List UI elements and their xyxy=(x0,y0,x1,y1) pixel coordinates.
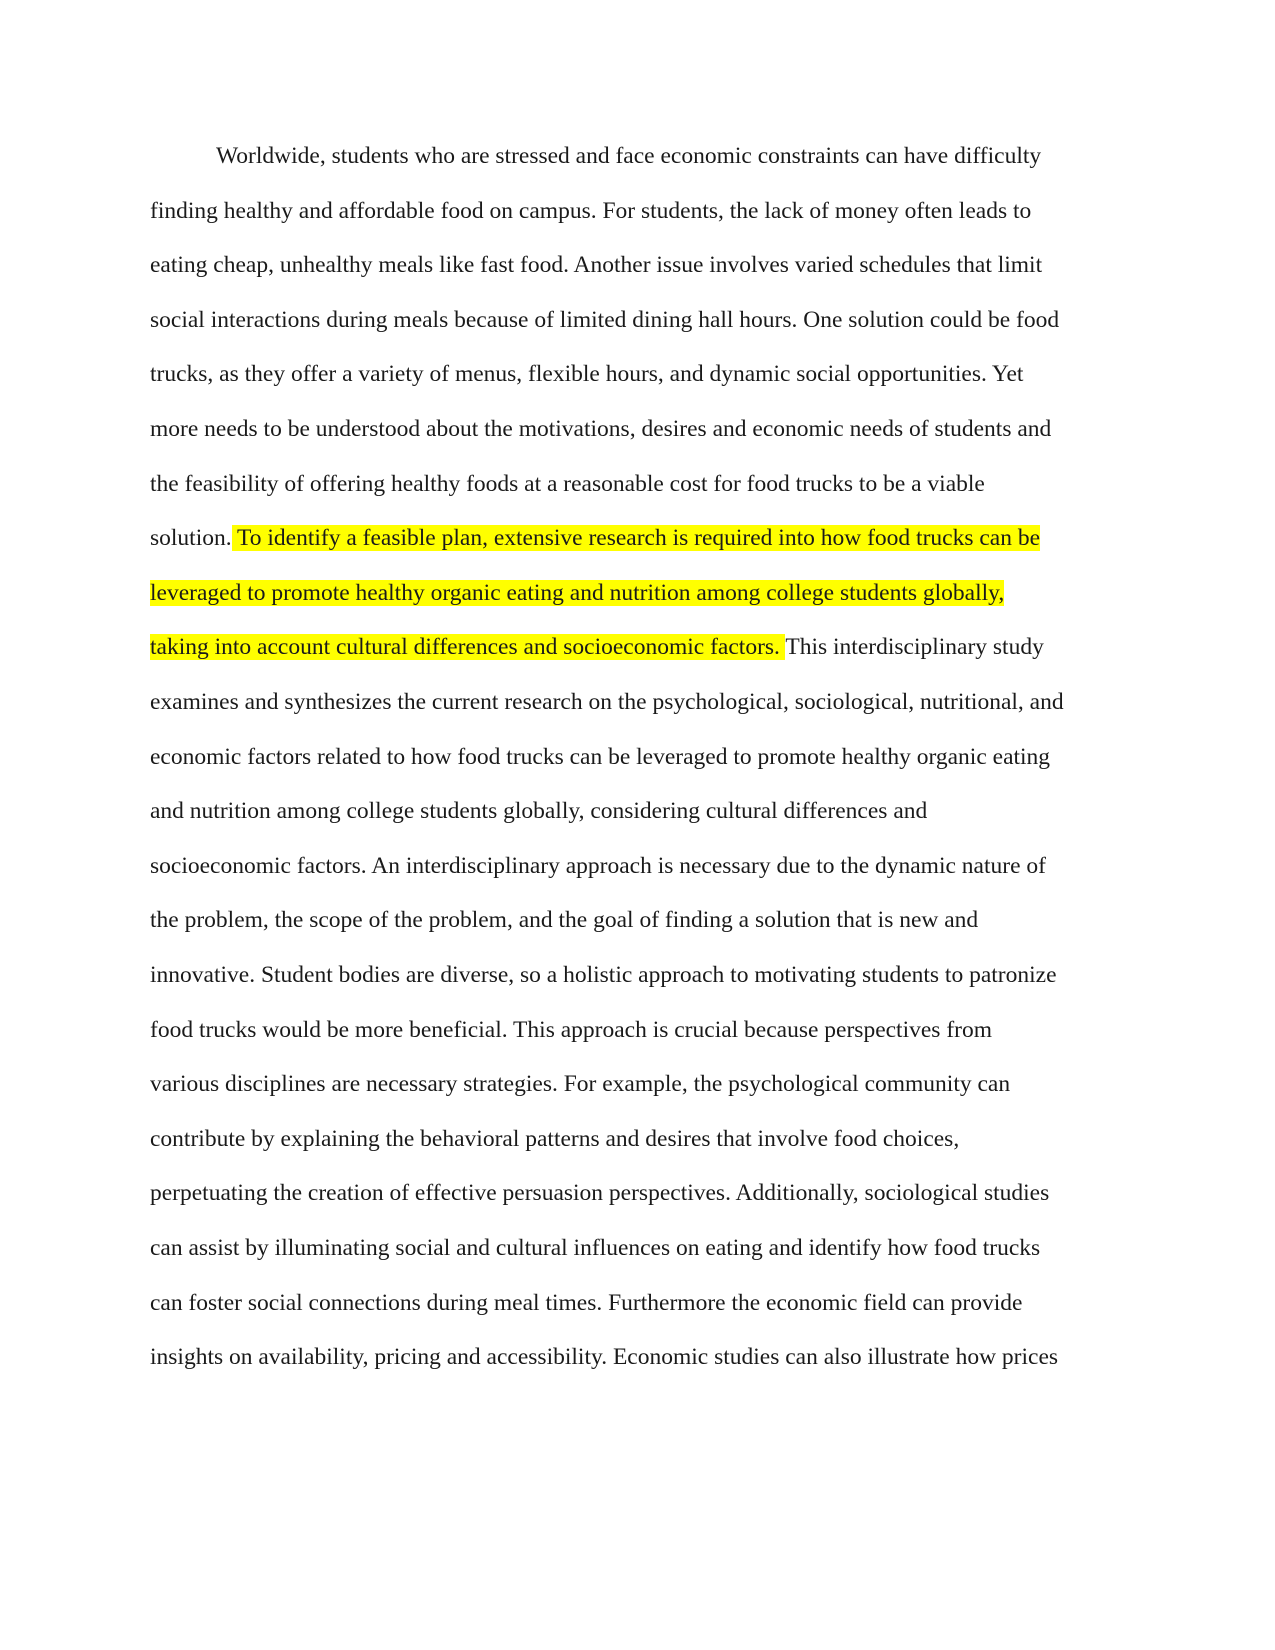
line-text: innovative. Student bodies are diverse, so a holistic approach to motivating students to patronize xyxy=(150,962,1057,988)
line-text: examines and synthesizes the current research on the psychological, sociological, nutritional, and xyxy=(150,689,1064,715)
text-line xyxy=(150,791,927,831)
text-line xyxy=(150,737,1050,777)
text-line xyxy=(150,955,1057,995)
line-text: economic factors related to how food trucks can be leveraged to promote healthy organic eating xyxy=(150,743,1051,770)
text-line xyxy=(150,846,1046,886)
line-text: solution. xyxy=(150,525,232,552)
line-text: the feasibility of offering healthy foods at a reasonable cost for food trucks to be a viable xyxy=(150,470,985,497)
text-line xyxy=(150,1337,1058,1377)
text-line xyxy=(150,1228,1040,1268)
text-line xyxy=(150,300,1059,340)
line-text: insights on availability, pricing and accessibility. Economic studies can also illustrate how prices xyxy=(150,1344,1059,1371)
text-line xyxy=(150,1064,1010,1104)
text-line xyxy=(150,245,1042,285)
line-text: food trucks would be more beneficial. This approach is crucial because perspectives from xyxy=(150,1016,992,1043)
line-text: perpetuating the creation of effective persuasion perspectives. Additionally, sociological studies xyxy=(150,1180,1050,1207)
line-text: finding healthy and affordable food on campus. For students, the lack of money often leads to xyxy=(150,197,1032,224)
text-line xyxy=(150,1173,1049,1213)
line-text: various disciplines are necessary strategies. For example, the psychological community can xyxy=(150,1071,1011,1098)
text-line xyxy=(150,191,1031,231)
text-line xyxy=(150,409,1051,449)
line-text: can foster social connections during meal times. Furthermore the economic field can provide xyxy=(150,1289,1023,1316)
line-text: trucks, as they offer a variety of menus, flexible hours, and dynamic social opportunities. Yet xyxy=(150,361,1024,388)
line-text: This interdisciplinary study xyxy=(785,634,1044,661)
text-line xyxy=(150,354,1023,394)
line-text: can assist by illuminating social and cultural influences on eating and identify how food trucks xyxy=(150,1235,1041,1261)
line-text: socioeconomic factors. An interdisciplinary approach is necessary due to the dynamic nature of xyxy=(150,852,1046,879)
highlighted-text: leveraged to promote healthy organic eating and nutrition among college students globally, xyxy=(150,579,1005,606)
line-text: Worldwide, students who are stressed and face economic constraints can have difficulty xyxy=(216,143,1042,169)
line-text: more needs to be understood about the motivations, desires and economic needs of students and xyxy=(150,416,1052,442)
line-text: eating cheap, unhealthy meals like fast food. Another issue involves varied schedules that limit xyxy=(150,252,1043,279)
line-text: contribute by explaining the behavioral patterns and desires that involve food choices, xyxy=(150,1125,960,1152)
highlighted-text: taking into account cultural differences and socioeconomic factors. xyxy=(150,634,786,661)
text-line xyxy=(150,1119,959,1159)
line-text: social interactions during meals because of limited dining hall hours. One solution could be food xyxy=(150,306,1060,333)
text-line xyxy=(150,682,1064,722)
text-line xyxy=(150,464,985,504)
highlighted-text: To identify a feasible plan, extensive research is required into how food trucks can be xyxy=(231,525,1041,552)
text-line xyxy=(216,136,1041,176)
text-line xyxy=(150,573,1004,613)
text-line xyxy=(150,627,1044,667)
text-line xyxy=(150,1283,1022,1323)
text-line xyxy=(150,900,978,940)
line-text: and nutrition among college students globally, considering cultural differences and xyxy=(150,798,928,825)
line-text: the problem, the scope of the problem, and the goal of finding a solution that is new and xyxy=(150,907,979,934)
text-line xyxy=(150,518,1040,558)
text-line xyxy=(150,1010,992,1050)
